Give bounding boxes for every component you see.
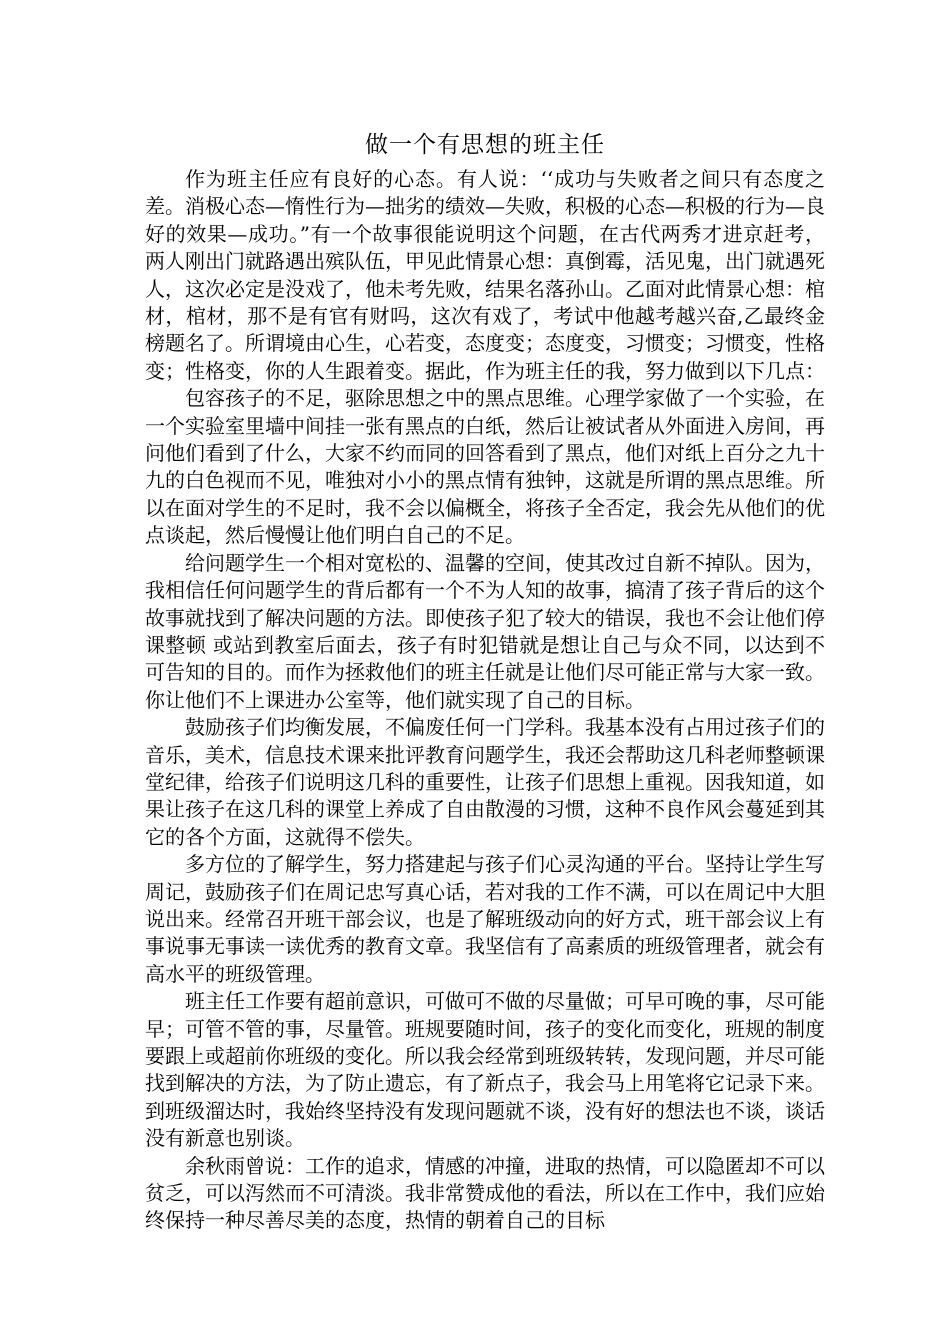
paragraph-1: 作为班主任应有良好的心态。有人说：‘‘成功与失败者之间只有态度之差。消极心态—惰性行为—拙劣的绩效—失败，积极的心态—积极的行为—良好的效果—成功。”有一个故事很能说明这个问题，在古代两秀才进京赶考，两人刚出门就路遇出殡队伍，甲见此情景心想：真倒霉，活见鬼，出门就遇死人，这次必定是没戏了，他未考先败，结果名落孙山。乙面对此情景心想：棺材，棺材，那不是有官有财吗，这次有戏了，考试中他越考越兴奋,乙最终金榜题名了。所谓境由心生，心若变，态度变；态度变，习惯变；习惯变，性格变；性格变，你的人生跟着变。据此，作为班主任的我，努力做到以下几点： <box>145 167 825 383</box>
paragraph-2: 包容孩子的不足，驱除思想之中的黑点思维。心理学家做了一个实验，在一个实验室里墙中间挂一张有黑点的白纸，然后让被试者从外面进入房间，再问他们看到了什么，大家不约而同的回答看到了黑点，他们对纸上百分之九十九的白色视而不见，唯独对小小的黑点情有独钟，这就是所谓的黑点思维。所以在面对学生的不足时，我不会以偏概全，将孩子全否定，我会先从他们的优点谈起，然后慢慢让他们明白自己的不足。 <box>145 386 825 548</box>
document-page <box>145 130 825 1235</box>
document-title: 做一个有思想的班主任 <box>365 132 605 158</box>
paragraph-6: 班主任工作要有超前意识，可做可不做的尽量做；可早可晚的事，尽可能早；可管不管的事，尽量管。班规要随时间，孩子的变化而变化，班规的制度要跟上或超前你班级的变化。所以我会经常到班级转转，发现问题，并尽可能找到解决的方法，为了防止遗忘，有了新点子，我会马上用笔将它记录下来。到班级溜达时，我始终坚持没有发现问题就不谈，没有好的想法也不谈，谈话没有新意也别谈。 <box>145 989 825 1151</box>
paragraph-4: 鼓励孩子们均衡发展，不偏废任何一门学科。我基本没有占用过孩子们的音乐，美术，信息技术课来批评教育问题学生，我还会帮助这几科老师整顿课堂纪律，给孩子们说明这几科的重要性，让孩子们思想上重视。因我知道，如果让孩子在这几科的课堂上养成了自由散漫的习惯，这种不良作风会蔓延到其它的各个方面，这就得不偿失。 <box>145 715 825 849</box>
paragraph-7: 余秋雨曾说：工作的追求，情感的冲撞，进取的热情，可以隐匿却不可以贫乏，可以泻然而不可清淡。我非常赞成他的看法，所以在工作中，我们应始终保持一种尽善尽美的态度，热情的朝着自己的目标 <box>145 1153 825 1233</box>
paragraph-3: 给问题学生一个相对宽松的、温馨的空间，使其改过自新不掉队。因为，我相信任何问题学生的背后都有一个不为人知的故事，搞清了孩子背后的这个故事就找到了解决问题的方法。即使孩子犯了较大的错误，我也不会让他们停课整顿 或站到教室后面去，孩子有时犯错就是想让自己与众不同，以达到不可告知的目的。而作为拯救他们的班主任就是让他们尽可能正常与大家一致。你让他们不上课进办公室等，他们就实现了自己的目标。 <box>145 550 825 712</box>
paragraph-5: 多方位的了解学生，努力搭建起与孩子们心灵沟通的平台。坚持让学生写周记，鼓励孩子们在周记忠写真心话，若对我的工作不满，可以在周记中大胆说出来。经常召开班干部会议，也是了解班级动向的好方式，班干部会议上有事说事无事读一读优秀的教育文章。我坚信有了高素质的班级管理者，就会有高水平的班级管理。 <box>145 852 825 986</box>
